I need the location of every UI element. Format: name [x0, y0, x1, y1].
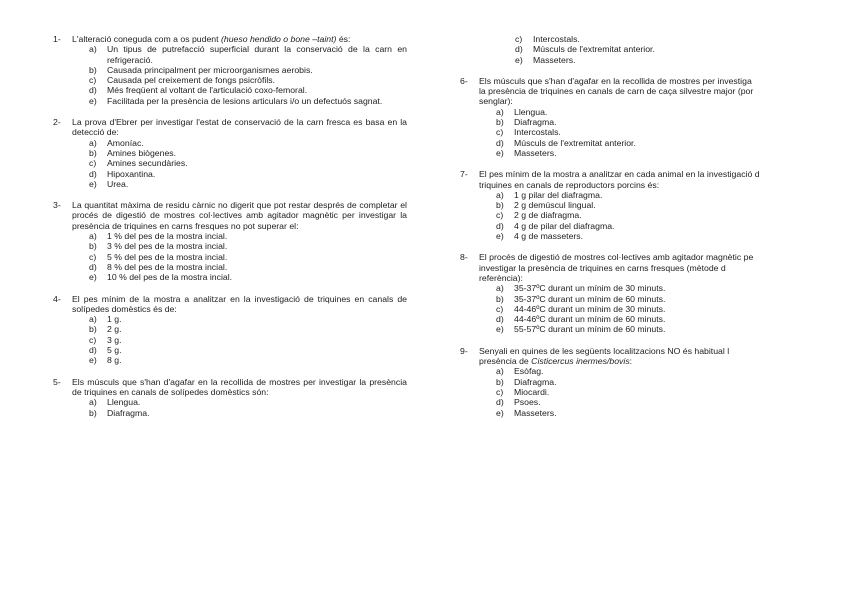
answer-option: b) Causada principalment per microorganismes aerobis. [89, 64, 313, 75]
answer-option: c) 44-46ºC durant un mínim de 30 minuts. [496, 303, 666, 314]
question-number: 9- [460, 345, 468, 356]
question-text: Senyali en quines de les següents localitzacions NO és habitual l presència de Cisticercus inermes/bovis: [479, 345, 730, 367]
answer-option: d) Hipoxantina. [89, 168, 156, 179]
answer-option: b) Diafragma. [89, 407, 150, 418]
question-text: El procés de digestió de mostres col·lectives amb agitador magnètic pe investigar la presència de triquines en carns fresques (mètode d referència): [479, 252, 754, 283]
answer-option: b) Diafragma. [496, 376, 557, 387]
question-2 [53, 117, 407, 189]
question-number: 8- [460, 252, 468, 263]
answer-option: c) 2 g de diafragma. [496, 210, 582, 221]
question-text: El pes mínim de la mostra a analitzar en la investigació de triquines en canals de solípedes domèstics és de: [72, 293, 407, 314]
question-text: El pes mínim de la mostra a analitzar en cada animal en la investigació d triquines en canals de reproductors porcins és: [479, 169, 760, 190]
answer-option: d) 4 g de pilar del diafragma. [496, 220, 615, 231]
answer-option: b) 35-37ºC durant un mínim de 60 minuts. [496, 293, 666, 304]
question-4 [53, 294, 407, 366]
answer-option: e) 10 % del pes de la mostra incial. [89, 272, 233, 283]
answer-option: e) Masseters. [496, 407, 557, 418]
answer-option: c) Causada pel creixement de fongs psicròfils. [89, 75, 276, 86]
left-column [53, 34, 407, 429]
answer-option: c) 3 g. [89, 334, 122, 345]
answer-option: e) 55-57ºC durant un mínim de 60 minuts. [496, 324, 666, 335]
question-text: La prova d'Ebrer per investigar l'estat de conservació de la carn fresca es basa en la detecció de: [72, 117, 407, 138]
question-number: 5- [53, 376, 61, 387]
question-number: 3- [53, 200, 61, 211]
question-9 [460, 346, 808, 418]
question-8 [460, 252, 808, 334]
answer-option: b) 2 g. [89, 324, 122, 335]
answer-option: e) 4 g de masseters. [496, 231, 584, 242]
answer-option: d) Músculs de l'extremitat anterior. [496, 137, 636, 148]
answer-option: c) Intercostals. [515, 34, 580, 44]
answer-option: c) Amines secundàries. [89, 158, 188, 169]
question-text: La quantitat màxima de residu càrnic no digerit que pot restar després de completar el procés de digestió de mostres col·lectives amb agitador magnètic per investigar la presència de triquines en carns fresques no pot superar el: [72, 200, 407, 231]
answer-option: e) Urea. [89, 178, 129, 189]
answer-option: d) 44-46ºC durant un mínim de 60 minuts. [496, 314, 666, 325]
question-number: 2- [53, 117, 61, 128]
answer-option: e) Facilitada per la presència de lesions articulars i/o un defectuós sagnat. [89, 95, 383, 106]
answer-option: d) 5 g. [89, 345, 122, 356]
question-number: 1- [53, 34, 61, 44]
question-5 [53, 377, 407, 418]
answer-option: a) 1 % del pes de la mostra incial. [89, 231, 228, 242]
question-7 [460, 169, 808, 241]
answer-option: c) Intercostals. [496, 127, 561, 138]
right-column [460, 34, 808, 429]
answer-option: d) Psoes. [496, 397, 541, 408]
question-5-continuation [515, 34, 808, 65]
answer-option: e) Masseters. [515, 54, 576, 65]
answer-option: e) 8 g. [89, 355, 122, 366]
answer-option: b) 3 % del pes de la mostra incial. [89, 241, 228, 252]
answer-option: d) 8 % del pes de la mostra incial. [89, 261, 228, 272]
question-text: Els músculs que s'han d'agafar en la recollida de mostres per investiga la presència de triquines en canals de carn de caça silvestre major (por senglar): [479, 75, 754, 107]
answer-option: e) Masseters. [496, 147, 557, 158]
question-number: 7- [460, 169, 468, 180]
answer-option: b) Diafragma. [496, 117, 557, 128]
question-1 [53, 34, 407, 106]
answer-option: a) Amoníac. [89, 137, 144, 148]
answer-option: a) 1 g. [89, 314, 122, 325]
answer-option: a) Llengua. [89, 397, 141, 408]
question-text: Els músculs que s'han d'agafar en la recollida de mostres per investigar la presència de triquines en canals de solípedes domèstics són: [72, 376, 407, 397]
answer-option: a) Llengua. [496, 106, 548, 117]
answer-option: d) Més freqüent al voltant de l'articulació coxo-femoral. [89, 85, 308, 96]
answer-option: b) Amines biògenes. [89, 147, 177, 158]
answer-option: d) Músculs de l'extremitat anterior. [515, 44, 655, 55]
answer-option: a) Esòfag. [496, 366, 544, 377]
answer-option: c) 5 % del pes de la mostra incial. [89, 251, 228, 262]
question-number: 4- [53, 293, 61, 304]
question-6 [460, 76, 808, 158]
answer-option: a) Un tipus de putrefacció superficial durant la conservació de la carn en refrigeració. [89, 44, 407, 65]
answer-option: a) 35-37ºC durant un mínim de 30 minuts. [496, 283, 666, 294]
answer-option: c) Miocardi. [496, 386, 550, 397]
question-text: L'alteració coneguda com a os pudent (hueso hendido o bone –taint) és: [72, 34, 351, 44]
question-number: 6- [460, 75, 468, 86]
answer-option: b) 2 g demúscul lingual. [496, 200, 596, 211]
question-3 [53, 200, 407, 282]
answer-option: a) 1 g pilar del diafragma. [496, 189, 603, 200]
